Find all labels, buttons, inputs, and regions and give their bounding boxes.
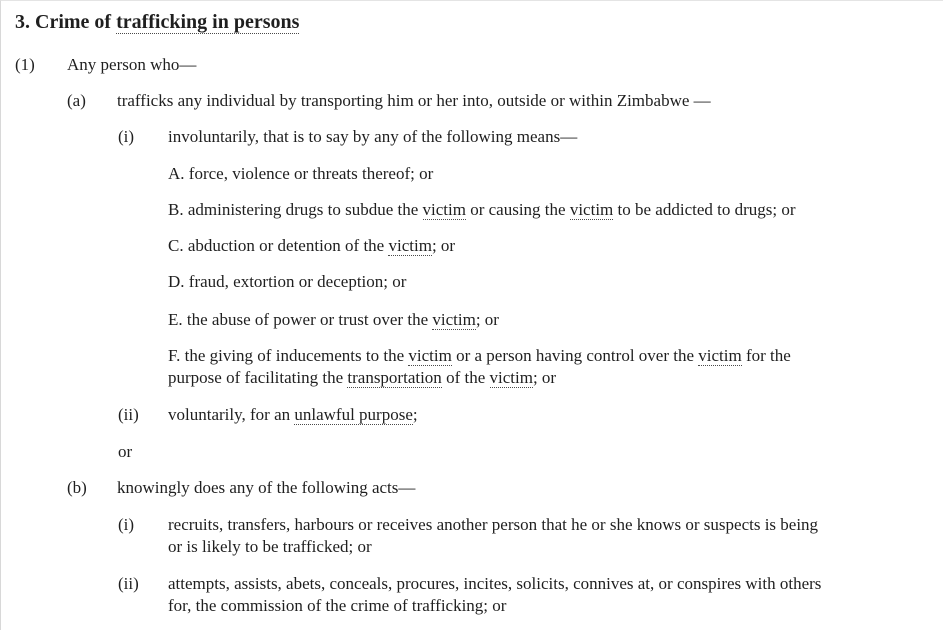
means-f-text: for the bbox=[741, 346, 791, 365]
subsection-1-label: (1) bbox=[15, 55, 35, 74]
subparagraph-a-ii-text bbox=[168, 404, 418, 426]
defined-term-victim: victim bbox=[388, 236, 432, 255]
means-f-text: purpose of facilitating the bbox=[168, 368, 348, 387]
defined-term-victim: victim bbox=[569, 200, 614, 219]
section-title-marked: trafficking in persons bbox=[116, 11, 300, 33]
defined-term-transportation: transportation bbox=[347, 368, 442, 387]
means-e bbox=[168, 309, 499, 331]
means-f-line1 bbox=[168, 345, 791, 367]
paragraph-b-label: (b) bbox=[67, 478, 87, 497]
section-title-plain: Crime of bbox=[35, 11, 112, 33]
means-c-text: C. abduction or detention of the bbox=[168, 236, 389, 255]
means-f-text: ; or bbox=[532, 368, 557, 387]
section-number: 3. bbox=[15, 11, 30, 33]
defined-term-victim: victim bbox=[698, 346, 742, 365]
means-f-line2 bbox=[168, 367, 556, 389]
subparagraph-a-ii-pre: voluntarily, for an bbox=[168, 405, 295, 424]
means-d: D. fraud, extortion or deception; or bbox=[168, 272, 407, 291]
defined-term-victim: victim bbox=[432, 310, 476, 329]
subparagraph-b-i-label: (i) bbox=[118, 515, 135, 534]
subparagraph-b-ii-label: (ii) bbox=[118, 574, 139, 593]
means-e-text: ; or bbox=[475, 310, 499, 329]
conjunction-or: or bbox=[118, 442, 133, 461]
defined-term-unlawful-purpose: unlawful purpose bbox=[294, 405, 413, 424]
subparagraph-b-i-line1: recruits, transfers, harbours or receives another person that he or she knows or suspects is being bbox=[168, 515, 819, 534]
paragraph-a-text: trafficks any individual by transporting him or her into, outside or within Zimbabwe — bbox=[117, 91, 711, 110]
means-b-text: to be addicted to drugs; or bbox=[613, 200, 796, 219]
subparagraph-b-i-line2: or is likely to be trafficked; or bbox=[168, 537, 372, 556]
defined-term-victim: victim bbox=[408, 346, 452, 365]
subparagraph-a-i-label: (i) bbox=[118, 127, 135, 146]
paragraph-b-text: knowingly does any of the following acts— bbox=[117, 478, 416, 497]
section-title bbox=[15, 10, 299, 34]
means-b bbox=[168, 199, 796, 221]
paragraph-a-label: (a) bbox=[67, 91, 86, 110]
means-e-text: E. the abuse of power or trust over the bbox=[168, 310, 433, 329]
subparagraph-a-ii-post: ; bbox=[412, 405, 418, 424]
subparagraph-a-ii-label: (ii) bbox=[118, 405, 139, 424]
means-c-text: ; or bbox=[431, 236, 456, 255]
means-c bbox=[168, 235, 455, 257]
means-a: A. force, violence or threats thereof; or bbox=[168, 164, 434, 183]
defined-term-victim: victim bbox=[422, 200, 466, 219]
subparagraph-b-ii-line2: for, the commission of the crime of trafficking; or bbox=[168, 596, 507, 615]
means-f-text: of the bbox=[441, 368, 490, 387]
subparagraph-a-i-text: involuntarily, that is to say by any of the following means— bbox=[168, 127, 578, 146]
defined-term-victim: victim bbox=[489, 368, 533, 387]
means-f-text: F. the giving of inducements to the bbox=[168, 346, 409, 365]
subparagraph-b-ii-line1: attempts, assists, abets, conceals, procures, incites, solicits, connives at, or conspires with others bbox=[168, 574, 822, 593]
subsection-1-text: Any person who— bbox=[67, 55, 197, 74]
means-b-text: B. administering drugs to subdue the bbox=[168, 200, 423, 219]
means-b-text: or causing the bbox=[465, 200, 570, 219]
means-f-text: or a person having control over the bbox=[451, 346, 699, 365]
